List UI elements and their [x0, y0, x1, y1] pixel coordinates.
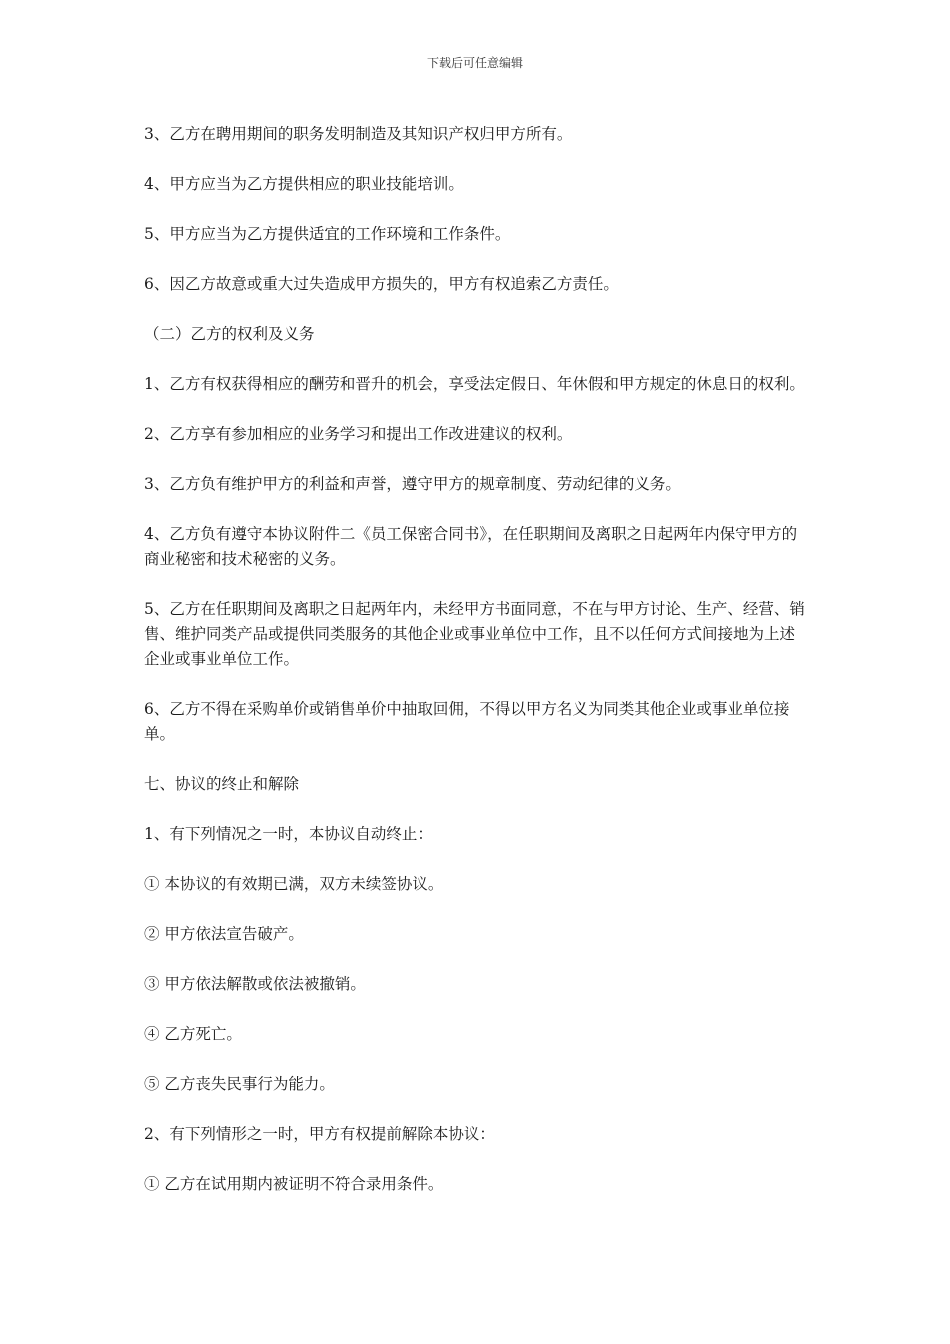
- clause-6-liability: 6、因乙方故意或重大过失造成甲方损失的，甲方有权追索乙方责任。: [144, 275, 619, 293]
- early-termination-item-1: ① 乙方在试用期内被证明不符合录用条件。: [144, 1175, 444, 1193]
- page-header: 下载后可任意编辑: [426, 56, 523, 70]
- party-b-clause-3: 3、乙方负有维护甲方的利益和声誉，遵守甲方的规章制度、劳动纪律的义务。: [144, 475, 681, 493]
- termination-item-1: ① 本协议的有效期已满，双方未续签协议。: [144, 875, 444, 893]
- party-b-clause-2: 2、乙方享有参加相应的业务学习和提出工作改进建议的权利。: [144, 425, 573, 443]
- termination-clause-2: 2、有下列情形之一时，甲方有权提前解除本协议：: [144, 1125, 495, 1143]
- termination-item-3: ③ 甲方依法解散或依法被撤销。: [144, 975, 366, 993]
- clause-3-invention-ownership: 3、乙方在聘用期间的职务发明制造及其知识产权归甲方所有。: [144, 125, 573, 143]
- termination-clause-1: 1、有下列情况之一时，本协议自动终止：: [144, 825, 433, 843]
- party-b-clause-5: 5、乙方在任职期间及离职之日起两年内，未经甲方书面同意，不在与甲方讨论、生产、经营、销售、维护同类产品或提供同类服务的其他企业或事业单位中工作，且不以任何方式间接地为上述企业或事业单位工作。: [144, 600, 805, 668]
- document-body: [144, 122, 808, 1222]
- party-b-clause-4: 4、乙方负有遵守本协议附件二《员工保密合同书》，在任职期间及离职之日起两年内保守甲方的商业秘密和技术秘密的义务。: [144, 525, 798, 568]
- clause-4-skills-training: 4、甲方应当为乙方提供相应的职业技能培训。: [144, 175, 464, 193]
- termination-item-2: ② 甲方依法宣告破产。: [144, 925, 304, 943]
- termination-item-5: ⑤ 乙方丧失民事行为能力。: [144, 1075, 335, 1093]
- termination-item-4: ④ 乙方死亡。: [144, 1025, 242, 1043]
- party-b-clause-1: 1、乙方有权获得相应的酬劳和晋升的机会，享受法定假日、年休假和甲方规定的休息日的权利。: [144, 375, 805, 393]
- section-heading-termination: 七、协议的终止和解除: [144, 775, 300, 793]
- party-b-clause-6: 6、乙方不得在采购单价或销售单价中抽取回佣，不得以甲方名义为同类其他企业或事业单位接单。: [144, 700, 790, 743]
- clause-5-work-environment: 5、甲方应当为乙方提供适宜的工作环境和工作条件。: [144, 225, 511, 243]
- section-heading-party-b-rights: （二）乙方的权利及义务: [144, 325, 315, 343]
